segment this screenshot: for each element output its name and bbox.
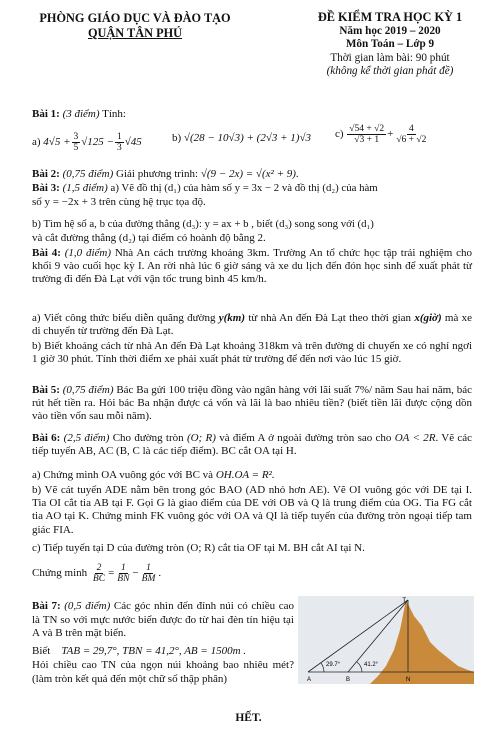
- bai3-b-line2: và cắt đường thẳng (d₂) tại điểm có hoành độ bằng 2.: [32, 232, 266, 244]
- bai7-text: Các góc nhìn đến đỉnh núi có chiều cao là TN so với mực nước biển được đo từ hai đèn tín hiệu tại A và B trên mặt biển.: [32, 600, 295, 640]
- bai1-a-frac2: $\frac{1}{3}$: [116, 132, 122, 153]
- district-name: QUẬN TÂN PHÚ: [87, 26, 183, 40]
- exam-title: ĐỀ KIỂM TRA HỌC KỲ 1: [317, 10, 463, 24]
- time-note: (không kể thời gian phát đề): [326, 65, 454, 78]
- bai1-part-b: [172, 132, 311, 145]
- label-T: T: [402, 598, 406, 604]
- bai1-a-expr3: √45: [124, 135, 142, 148]
- bai1-a-frac1: $\frac{3}{5}$: [73, 132, 79, 153]
- bai1-part-a: [32, 132, 142, 153]
- bai1-label: Bài 1:: [32, 108, 60, 120]
- bai1-heading: [32, 108, 126, 121]
- label-N: N: [406, 677, 411, 683]
- bai6-intro: Bài 6: (2,5 điểm) Cho đường tròn (O; R) và điểm A ở ngoài đường tròn sao cho OA < 2R. Vẽ các tiếp tuyến AB, AC (B, C là các tiếp điểm). BC cắt OA tại H.: [32, 432, 473, 458]
- bai7-question: Hỏi chiều cao TN của ngọn núi khoảng bao nhiêu mét? (làm tròn kết quả đến một chữ số thập phân): [32, 659, 294, 685]
- bai6-condition: OA < 2R: [394, 432, 436, 444]
- bai3-points: (1,5 điểm): [62, 182, 108, 194]
- mountain-figure: [298, 596, 474, 684]
- angle-label-2: 41.2°: [364, 662, 379, 668]
- bai6-frac1: $\frac{2}{BC}$: [92, 563, 106, 584]
- bai1-a-expr1: 4√5 +: [43, 135, 71, 148]
- bai2-points: (0,75 điểm): [62, 168, 114, 180]
- bai6-prove: Chứng minh $\frac{2}{BC}$ = $\frac{1}{BN}$ − $\frac{1}{BM}$ .: [32, 563, 162, 584]
- bai1-c-frac2: $\frac{4}{√6 + √2}$: [396, 124, 427, 145]
- subject: Môn Toán – Lớp 9: [345, 38, 435, 51]
- bai4-points: (1,0 điểm): [64, 247, 112, 259]
- time-allowed: Thời gian làm bài: 90 phút: [330, 51, 450, 64]
- bai7-intro: [32, 600, 294, 641]
- bai3-a-line1: a) Vẽ đồ thị (d₁) của hàm số y = 3x − 2 và đồ thị (d₂) của hàm: [110, 182, 378, 194]
- bai6-points: (2,5 điểm): [63, 432, 110, 444]
- label-A: A: [307, 677, 312, 683]
- department-name: PHÒNG GIÁO DỤC VÀ ĐÀO TẠO: [39, 11, 231, 25]
- bai6-circle: (O; R): [186, 432, 216, 444]
- bai1-b-label: b): [172, 132, 182, 144]
- bai1-points: (3 điểm): [62, 108, 100, 120]
- bai4-intro: [32, 247, 472, 287]
- bai4-var-y: y(km): [218, 312, 246, 324]
- bai1-c-plus: +: [387, 127, 394, 140]
- footer-end: HẾT.: [235, 712, 262, 724]
- bai1-c-frac1: $\frac{√54 + √2}{√3 + 1}$: [349, 124, 385, 145]
- bai1-c-label: c): [335, 127, 344, 140]
- bai2: Bài 2: (0,75 điểm) Giải phương trình: √(9 − 2x) = √(x² + 9).: [32, 168, 299, 180]
- bai6-a-expr: OH.OA = R².: [215, 469, 275, 481]
- bai3-line1: [32, 182, 378, 195]
- header-left: [30, 11, 240, 41]
- bai2-text: Giải phương trình:: [116, 168, 199, 180]
- bai4-part-b: b) Biết khoảng cách từ nhà An đến Đà Lạt khoảng 318km và trên đường di chuyển xe có nghỉ ngơi 1 giờ 30 phút. Tính thời điểm xe phải xuất phát từ trường để đến nơi vào lúc 15 giờ.: [32, 340, 472, 366]
- bai5-label: Bài 5:: [32, 384, 60, 396]
- bai4-part-a: a) Viết công thức biểu diễn quãng đường y(km) từ nhà An đến Đà Lạt theo thời gian x(giờ) mà xe di chuyển từ trường đến Đà Lạt.: [32, 312, 473, 338]
- bai1-intro: Tính:: [102, 108, 126, 120]
- bai6-frac3: $\frac{1}{BM}$: [141, 563, 156, 584]
- bai6-label: Bài 6:: [32, 432, 61, 444]
- bai4-label: Bài 4:: [32, 247, 61, 259]
- bai3-a-line2: số y = −2x + 3 trên cùng hệ trục tọa độ.: [32, 196, 206, 208]
- bai7-given-values: TAB = 29,7°, TBN = 41,2°, AB = 1500m .: [61, 645, 247, 657]
- bai3-b-line1: b) Tìm hệ số a, b của đường thẳng (d₃): y = ax + b , biết (d₃) song song với (d₁): [32, 218, 374, 230]
- bai5: [32, 384, 472, 424]
- bai7-given: Biết TAB = 29,7°, TBN = 41,2°, AB = 1500m .: [32, 645, 247, 657]
- bai1-a-label: a): [32, 135, 41, 148]
- bai2-equation: √(9 − 2x) = √(x² + 9): [200, 168, 296, 180]
- bai7-points: (0,5 điểm): [64, 600, 111, 612]
- bai4-var-x: x(giờ): [414, 312, 442, 324]
- angle-label-1: 29.7°: [326, 662, 341, 668]
- bai1-part-c: [335, 124, 429, 145]
- bai6-part-c: c) Tiếp tuyến tại D của đường tròn (O; R) cắt tia OF tại M. BH cắt AI tại N.: [32, 542, 365, 554]
- bai6-part-a: a) Chứng minh OA vuông góc với BC và OH.OA = R².: [32, 469, 275, 481]
- bai2-label: Bài 2:: [32, 168, 60, 180]
- bai4-intro-text: Nhà An cách trường khoảng 3km. Trường An tổ chức học tập trải nghiệm cho khối 9 vào cuối học kỳ I. An rời nhà lúc 6 giờ sáng và xe du lịch đến đón học sinh để xuất phát từ trường đi đến Đà Lạt với vận tốc trung bình 45 km/h.: [32, 247, 472, 286]
- bai7-label: Bài 7:: [32, 600, 61, 612]
- bai1-a-expr2: √125 −: [81, 135, 114, 148]
- bai6-frac2: $\frac{1}{BN}$: [117, 563, 130, 584]
- bai5-text: Bác Ba gửi 100 triệu đồng vào ngân hàng với lãi suất 7%/ năm Sau hai năm, bác rút hết tiền ra. Hỏi bác Ba nhận được cả vốn và lãi là bao nhiêu tiền? (biết tiền lãi được cộng dồn vào tiền vốn sau mỗi năm).: [32, 384, 473, 423]
- school-year: Năm học 2019 – 2020: [339, 24, 441, 37]
- header-right: [285, 11, 495, 79]
- bai3-label: Bài 3:: [32, 182, 60, 194]
- label-B: B: [346, 677, 351, 683]
- bai5-points: (0,75 điểm): [62, 384, 114, 396]
- bai6-part-b: b) Vẽ cát tuyến ADE nằm bên trong góc BAO (AD nhỏ hơn AE). Vẽ OI vuông góc với DE tại I. Tia OI cắt tia AB tại F. Gọi G là giao điểm của DE với OB và Q là trung điểm của OG. Tia FG cắt tia AO tại K. Chứng minh FK vuông góc với OA và QI là tiếp tuyến của đường tròn ngoại tiếp tam giác FIA.: [32, 484, 472, 536]
- bai1-b-expr: √(28 − 10√3) + (2√3 + 1)√3: [183, 132, 311, 144]
